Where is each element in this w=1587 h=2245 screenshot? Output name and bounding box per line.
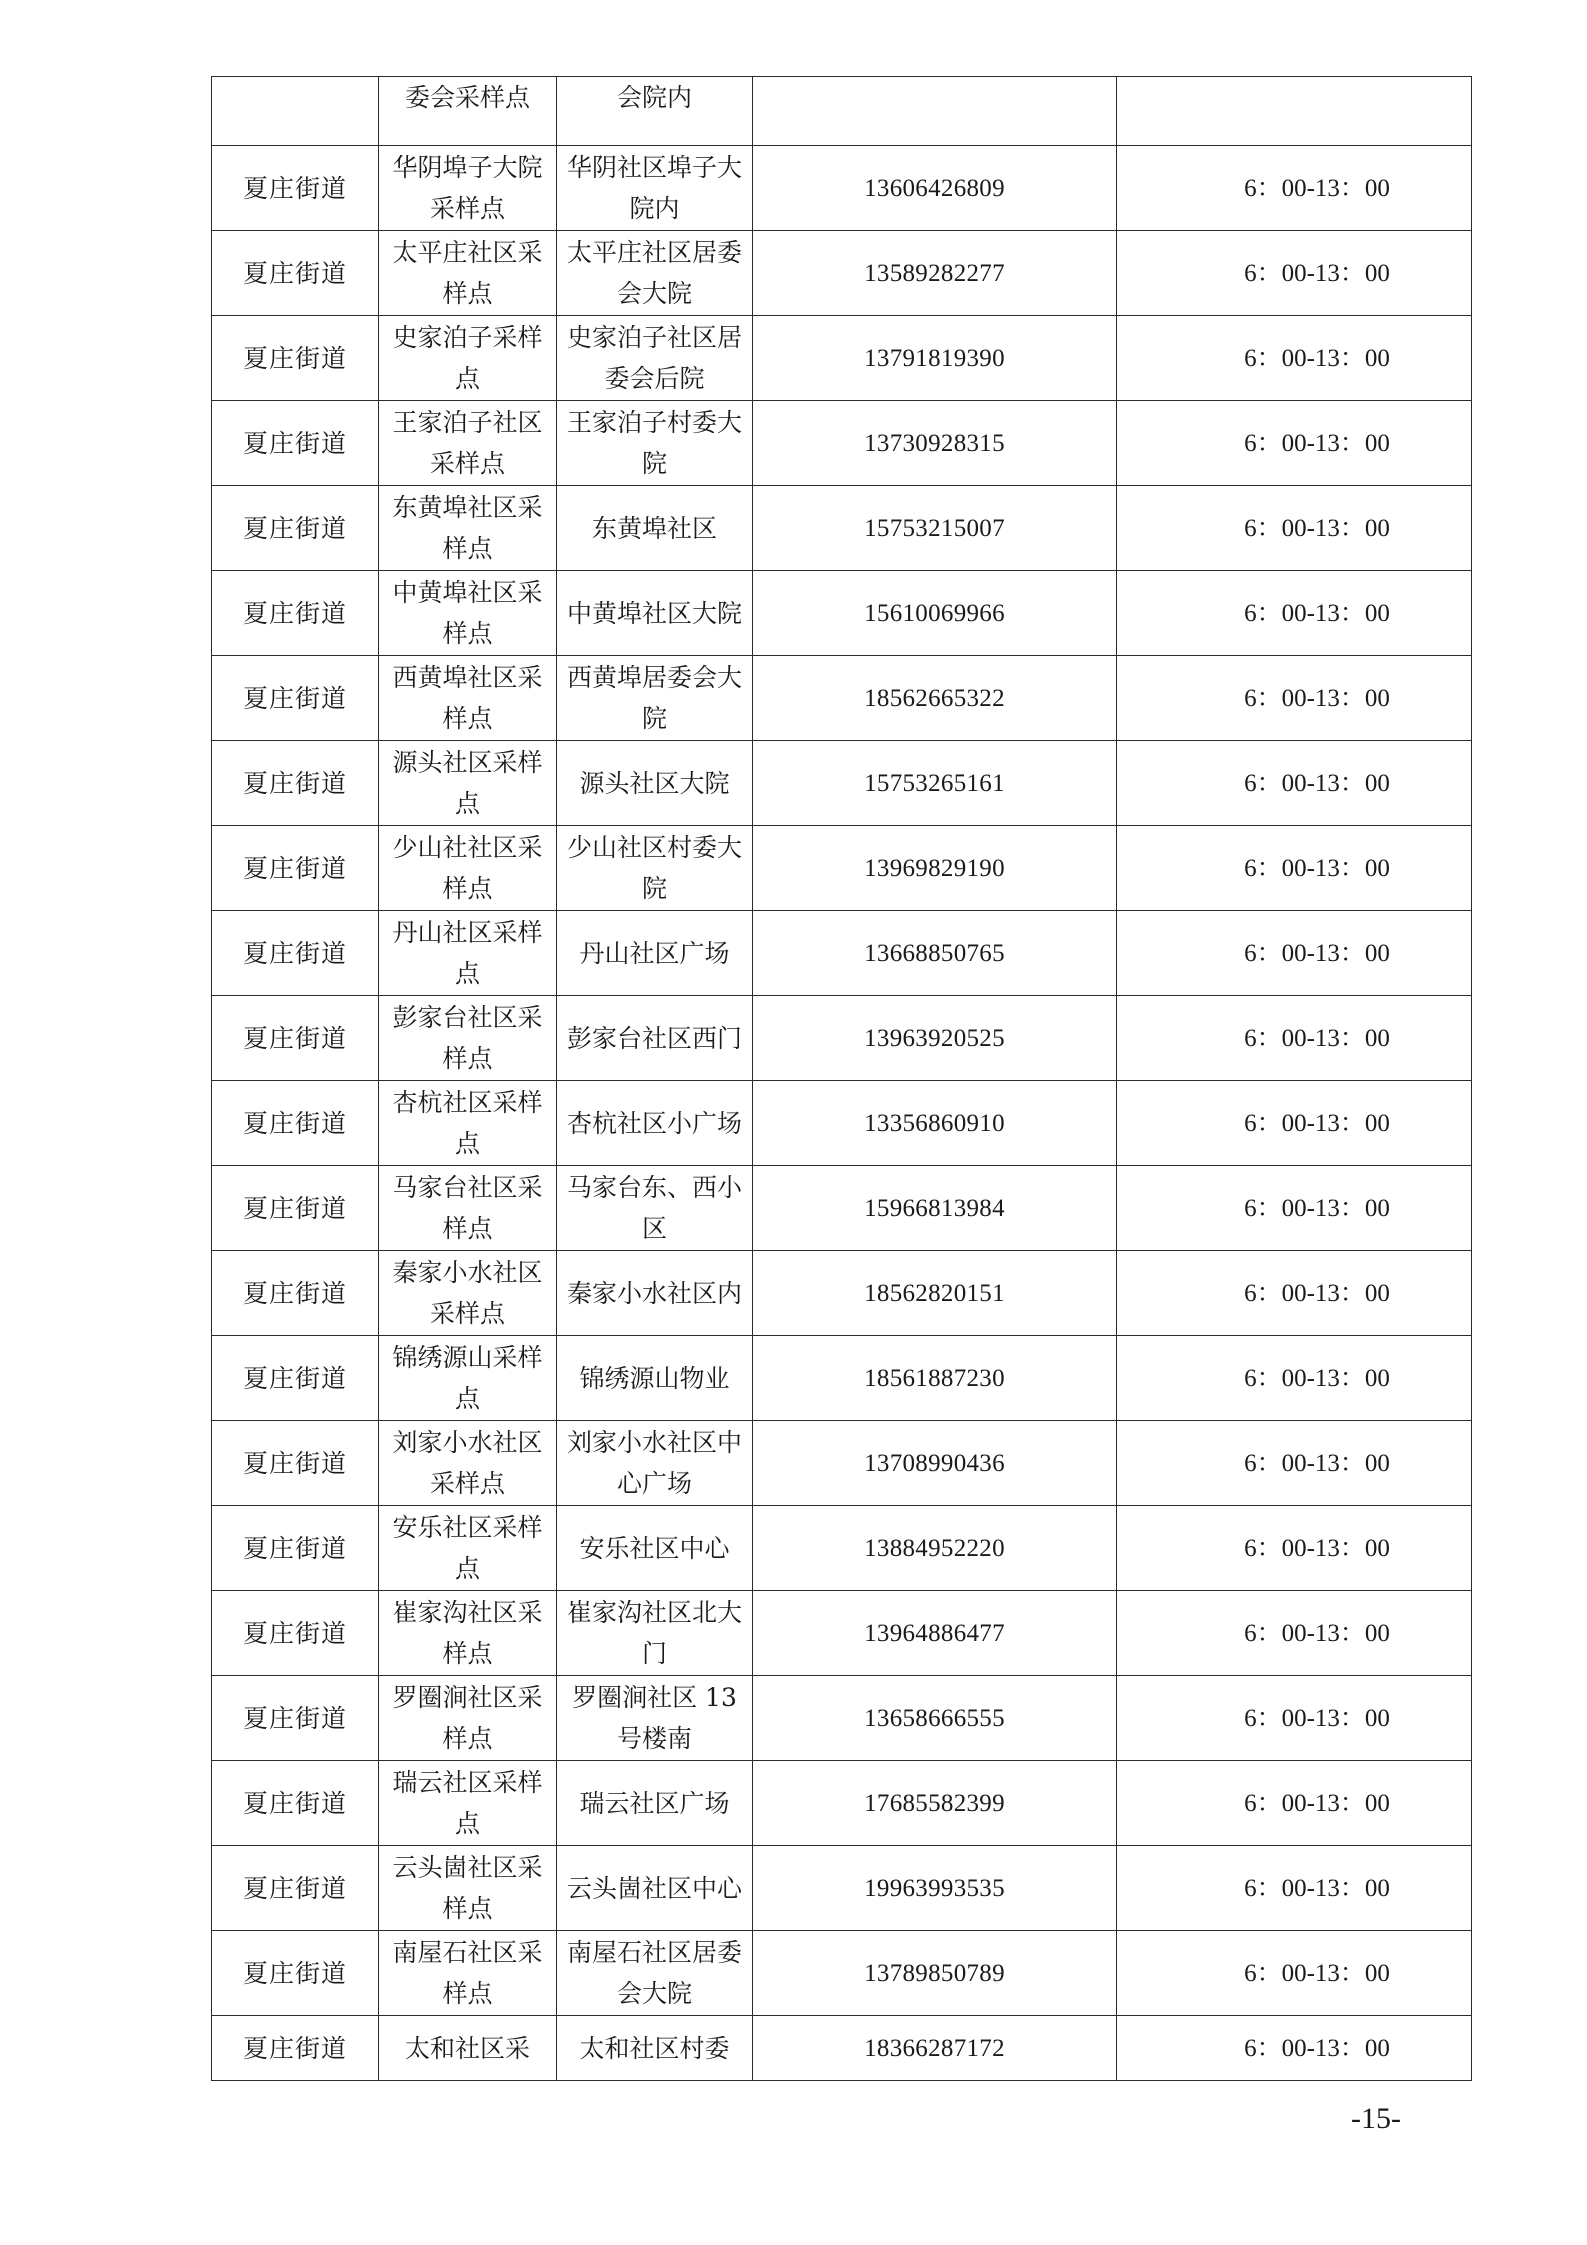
address-cell: 丹山社区广场	[557, 911, 753, 996]
table-row	[212, 741, 1472, 826]
address-cell: 崔家沟社区北大门	[557, 1591, 753, 1676]
street-cell: 夏庄街道	[212, 996, 379, 1081]
address-cell: 彭家台社区西门	[557, 996, 753, 1081]
address-cell: 会院内	[557, 77, 753, 146]
address-cell: 秦家小水社区内	[557, 1251, 753, 1336]
sampling-point-cell: 马家台社区采样点	[379, 1166, 557, 1251]
hours-cell: 6：00-13：00	[1117, 316, 1472, 401]
phone-cell: 13791819390	[753, 316, 1117, 401]
table-row	[212, 656, 1472, 741]
address-cell: 东黄埠社区	[557, 486, 753, 571]
address-cell: 太平庄社区居委会大院	[557, 231, 753, 316]
hours-cell: 6：00-13：00	[1117, 741, 1472, 826]
hours-cell: 6：00-13：00	[1117, 1336, 1472, 1421]
sampling-point-cell: 华阴埠子大院采样点	[379, 146, 557, 231]
table-row	[212, 1676, 1472, 1761]
table-row	[212, 1421, 1472, 1506]
phone-cell: 15753265161	[753, 741, 1117, 826]
sampling-point-cell: 罗圈涧社区采样点	[379, 1676, 557, 1761]
table-row	[212, 1081, 1472, 1166]
street-cell: 夏庄街道	[212, 571, 379, 656]
table-row	[212, 1336, 1472, 1421]
sampling-point-cell: 安乐社区采样点	[379, 1506, 557, 1591]
sampling-point-cell: 杏杭社区采样点	[379, 1081, 557, 1166]
phone-cell: 13969829190	[753, 826, 1117, 911]
table-row	[212, 1761, 1472, 1846]
phone-cell: 15610069966	[753, 571, 1117, 656]
sampling-point-cell: 史家泊子采样点	[379, 316, 557, 401]
address-cell: 云头崮社区中心	[557, 1846, 753, 1931]
table-row	[212, 486, 1472, 571]
phone-cell: 13730928315	[753, 401, 1117, 486]
sampling-point-cell: 秦家小水社区采样点	[379, 1251, 557, 1336]
hours-cell: 6：00-13：00	[1117, 826, 1472, 911]
street-cell: 夏庄街道	[212, 231, 379, 316]
hours-cell: 6：00-13：00	[1117, 486, 1472, 571]
phone-cell	[753, 77, 1117, 146]
street-cell: 夏庄街道	[212, 1846, 379, 1931]
street-cell: 夏庄街道	[212, 2016, 379, 2081]
address-cell: 王家泊子村委大院	[557, 401, 753, 486]
hours-cell: 6：00-13：00	[1117, 1421, 1472, 1506]
sampling-point-cell: 东黄埠社区采样点	[379, 486, 557, 571]
phone-cell: 18562820151	[753, 1251, 1117, 1336]
table-row	[212, 1506, 1472, 1591]
hours-cell: 6：00-13：00	[1117, 1081, 1472, 1166]
phone-cell: 13658666555	[753, 1676, 1117, 1761]
phone-cell: 17685582399	[753, 1761, 1117, 1846]
street-cell: 夏庄街道	[212, 741, 379, 826]
address-cell: 罗圈涧社区 13号楼南	[557, 1676, 753, 1761]
street-cell: 夏庄街道	[212, 1931, 379, 2016]
sampling-point-cell: 王家泊子社区采样点	[379, 401, 557, 486]
hours-cell: 6：00-13：00	[1117, 1506, 1472, 1591]
phone-cell: 13708990436	[753, 1421, 1117, 1506]
street-cell: 夏庄街道	[212, 911, 379, 996]
street-cell: 夏庄街道	[212, 1506, 379, 1591]
table-row	[212, 996, 1472, 1081]
address-cell: 少山社区村委大院	[557, 826, 753, 911]
sampling-point-cell: 南屋石社区采样点	[379, 1931, 557, 2016]
hours-cell: 6：00-13：00	[1117, 1166, 1472, 1251]
table-row	[212, 1846, 1472, 1931]
table-row	[212, 401, 1472, 486]
table-row	[212, 1931, 1472, 2016]
phone-cell: 15966813984	[753, 1166, 1117, 1251]
table-row	[212, 1166, 1472, 1251]
street-cell: 夏庄街道	[212, 1591, 379, 1676]
hours-cell: 6：00-13：00	[1117, 656, 1472, 741]
address-cell: 源头社区大院	[557, 741, 753, 826]
phone-cell: 13589282277	[753, 231, 1117, 316]
hours-cell: 6：00-13：00	[1117, 146, 1472, 231]
sampling-point-cell: 委会采样点	[379, 77, 557, 146]
hours-cell: 6：00-13：00	[1117, 1761, 1472, 1846]
street-cell: 夏庄街道	[212, 1166, 379, 1251]
phone-cell: 13606426809	[753, 146, 1117, 231]
address-cell: 瑞云社区广场	[557, 1761, 753, 1846]
sampling-point-cell: 源头社区采样点	[379, 741, 557, 826]
phone-cell: 18366287172	[753, 2016, 1117, 2081]
street-cell: 夏庄街道	[212, 486, 379, 571]
table-row	[212, 826, 1472, 911]
sampling-point-cell: 中黄埠社区采样点	[379, 571, 557, 656]
table-row	[212, 316, 1472, 401]
phone-cell: 13963920525	[753, 996, 1117, 1081]
table-row	[212, 1251, 1472, 1336]
hours-cell: 6：00-13：00	[1117, 911, 1472, 996]
hours-cell: 6：00-13：00	[1117, 1676, 1472, 1761]
street-cell: 夏庄街道	[212, 1676, 379, 1761]
hours-cell: 6：00-13：00	[1117, 571, 1472, 656]
address-cell: 南屋石社区居委会大院	[557, 1931, 753, 2016]
address-cell: 华阴社区埠子大院内	[557, 146, 753, 231]
sampling-point-cell: 少山社社区采样点	[379, 826, 557, 911]
hours-cell: 6：00-13：00	[1117, 1931, 1472, 2016]
phone-cell: 13789850789	[753, 1931, 1117, 2016]
address-cell: 锦绣源山物业	[557, 1336, 753, 1421]
sampling-point-cell: 太和社区采	[379, 2016, 557, 2081]
hours-cell: 6：00-13：00	[1117, 231, 1472, 316]
sampling-point-cell: 刘家小水社区采样点	[379, 1421, 557, 1506]
phone-cell: 13668850765	[753, 911, 1117, 996]
street-cell: 夏庄街道	[212, 1761, 379, 1846]
address-cell: 西黄埠居委会大院	[557, 656, 753, 741]
street-cell: 夏庄街道	[212, 1081, 379, 1166]
sampling-point-cell: 崔家沟社区采样点	[379, 1591, 557, 1676]
hours-cell: 6：00-13：00	[1117, 1846, 1472, 1931]
table-row	[212, 146, 1472, 231]
table-row	[212, 231, 1472, 316]
hours-cell: 6：00-13：00	[1117, 401, 1472, 486]
sampling-point-cell: 锦绣源山采样点	[379, 1336, 557, 1421]
phone-cell: 13356860910	[753, 1081, 1117, 1166]
street-cell: 夏庄街道	[212, 1251, 379, 1336]
sampling-point-cell: 西黄埠社区采样点	[379, 656, 557, 741]
hours-cell: 6：00-13：00	[1117, 1591, 1472, 1676]
phone-cell: 13964886477	[753, 1591, 1117, 1676]
sampling-point-cell: 云头崮社区采样点	[379, 1846, 557, 1931]
street-cell: 夏庄街道	[212, 401, 379, 486]
street-cell: 夏庄街道	[212, 146, 379, 231]
address-cell: 马家台东、西小区	[557, 1166, 753, 1251]
hours-cell	[1117, 77, 1472, 146]
address-cell: 太和社区村委	[557, 2016, 753, 2081]
street-cell: 夏庄街道	[212, 1421, 379, 1506]
hours-cell: 6：00-13：00	[1117, 996, 1472, 1081]
phone-cell: 18562665322	[753, 656, 1117, 741]
sampling-points-table	[211, 76, 1472, 2081]
street-cell: 夏庄街道	[212, 316, 379, 401]
table-row	[212, 1591, 1472, 1676]
address-cell: 史家泊子社区居委会后院	[557, 316, 753, 401]
address-cell: 中黄埠社区大院	[557, 571, 753, 656]
street-cell: 夏庄街道	[212, 656, 379, 741]
phone-cell: 19963993535	[753, 1846, 1117, 1931]
sampling-point-cell: 太平庄社区采样点	[379, 231, 557, 316]
sampling-point-cell: 丹山社区采样点	[379, 911, 557, 996]
table-row	[212, 77, 1472, 146]
table-row	[212, 2016, 1472, 2081]
phone-cell: 18561887230	[753, 1336, 1117, 1421]
page-number: -15-	[1351, 2102, 1401, 2135]
hours-cell: 6：00-13：00	[1117, 1251, 1472, 1336]
phone-cell: 15753215007	[753, 486, 1117, 571]
sampling-point-cell: 彭家台社区采样点	[379, 996, 557, 1081]
street-cell: 夏庄街道	[212, 1336, 379, 1421]
address-cell: 杏杭社区小广场	[557, 1081, 753, 1166]
table-row	[212, 911, 1472, 996]
street-cell	[212, 77, 379, 146]
address-cell: 安乐社区中心	[557, 1506, 753, 1591]
table-row	[212, 571, 1472, 656]
street-cell: 夏庄街道	[212, 826, 379, 911]
hours-cell: 6：00-13：00	[1117, 2016, 1472, 2081]
address-cell: 刘家小水社区中心广场	[557, 1421, 753, 1506]
sampling-point-cell: 瑞云社区采样点	[379, 1761, 557, 1846]
table-body	[212, 77, 1472, 2081]
phone-cell: 13884952220	[753, 1506, 1117, 1591]
